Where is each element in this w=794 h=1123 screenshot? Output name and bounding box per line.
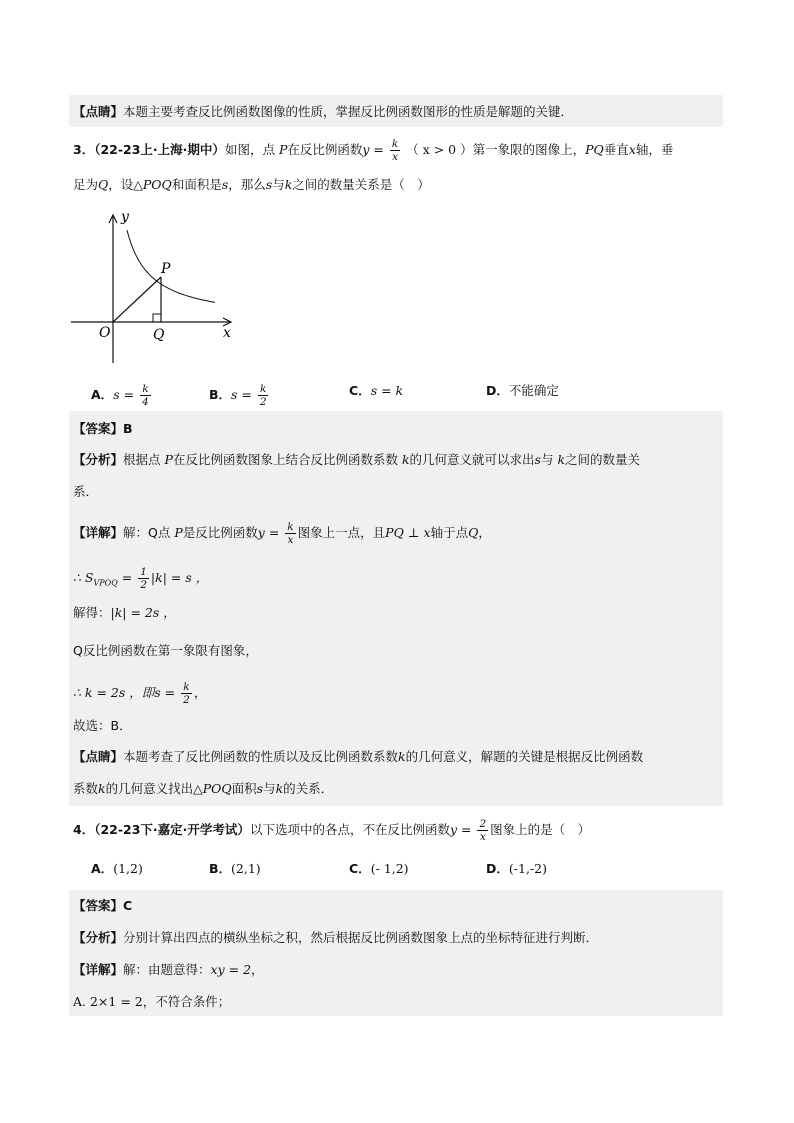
q3-detail-line-1 (73, 521, 491, 546)
fraction-half (138, 566, 149, 591)
option-label: D． (486, 383, 509, 398)
points-text: 本题考查了反比例函数的性质以及反比例函数系数 (123, 749, 399, 764)
analysis-text: 根据点 (123, 452, 161, 467)
point-p: P (278, 142, 288, 157)
q4-option-d[interactable] (486, 861, 547, 877)
q3-text: 第一象限的图像上， (472, 142, 586, 157)
detail-text: ， (193, 685, 207, 700)
q3-analysis-line-1 (73, 452, 640, 468)
answer-label: 【答案】 (73, 898, 124, 913)
detail-text: 故选：B． (73, 718, 132, 733)
q3-option-a[interactable] (91, 383, 153, 408)
q3-detail-line-4 (73, 643, 258, 659)
point-p: P (174, 525, 183, 540)
points-text: 的几何意义，解题的关键是根据反比例函数 (405, 749, 644, 764)
q4-number: 4． (73, 822, 95, 837)
q3-text: 之间的数量关系是（ ） (292, 177, 430, 192)
points-label: 【点睛】 (73, 749, 124, 764)
var-k: k (98, 781, 106, 796)
var-s: s (221, 177, 229, 192)
q3-line-2 (73, 177, 430, 193)
q3-analysis-line-2 (73, 484, 98, 500)
analysis-text: 之间的数量关 (565, 452, 641, 467)
option-fraction (140, 383, 151, 408)
q3-text: 垂直 (603, 142, 629, 157)
q4-detail-line-2 (73, 994, 230, 1010)
var-k: k (401, 452, 410, 467)
k-expr: ∴ k = 2s ，即 (73, 685, 155, 700)
option-label: A． (91, 387, 114, 402)
q3-text: 如图，点 (224, 142, 275, 157)
analysis-text: 分别计算出四点的横纵坐标之积，然后根据反比例函数图象上点的坐标特征进行判断． (123, 930, 599, 945)
detail-text: 解：由题意得： (123, 962, 211, 977)
q3-source: （22-23上·上海·期中） (94, 142, 225, 157)
option-text: (2,1) (231, 861, 261, 876)
frac-den: x (287, 534, 294, 546)
detail-label: 【详解】 (73, 962, 124, 977)
detail-text: ， (478, 525, 491, 540)
point-p: P (164, 452, 173, 467)
frac-den: 4 (142, 396, 149, 408)
q3-text: 足为 (73, 177, 99, 192)
points-block-1 (73, 104, 573, 120)
segment-pq: PQ (585, 142, 604, 157)
detail-text: 轴于点 (430, 525, 469, 540)
equation-lhs: y = (257, 525, 280, 540)
q4-text: 图象上的是（ ） (490, 822, 591, 837)
answer-label: 【答案】 (73, 421, 124, 436)
fraction-k-over-x (285, 521, 295, 546)
q3-text: ，设 (108, 177, 134, 192)
var-k: k (284, 177, 293, 192)
points-text: 本题主要考查反比例函数图像的性质，掌握反比例函数图形的性质是解题的关键． (123, 104, 574, 119)
analysis-text: 在反比例函数图象上结合反比例函数系数 (172, 452, 398, 467)
q3-text: 和面积是 (171, 177, 222, 192)
points-text: 与 (263, 781, 276, 796)
q3-text: 轴，垂 (635, 142, 674, 157)
option-text: (1,2) (113, 861, 143, 876)
point-q: Q (98, 177, 109, 192)
area-expr-rest: |k| = s ， (150, 570, 209, 585)
q3-text: 在反比例函数 (287, 142, 363, 157)
q3-number: 3． (73, 142, 95, 157)
var-s: s (256, 781, 264, 796)
q4-detail-line-1 (73, 962, 264, 978)
q3-line-1 (73, 138, 673, 163)
var-s: s (534, 452, 541, 467)
fraction-k-over-x (390, 138, 400, 163)
frac-den: x (479, 831, 486, 843)
origin-label: O (99, 325, 111, 341)
equals: = (117, 570, 133, 585)
frac-num: k (183, 681, 190, 693)
q3-detail-line-2 (73, 566, 208, 592)
q3-text: ，那么 (228, 177, 266, 192)
q3-option-b[interactable] (209, 383, 271, 408)
var-k: k (275, 781, 284, 796)
option-lhs: s = (113, 387, 135, 402)
q4-text: 以下选项中的各点，不在反比例函数 (249, 822, 450, 837)
x-axis-label: x (223, 325, 231, 341)
q3-answer (73, 421, 133, 437)
hyperbola-curve-overlay (65, 205, 255, 370)
option-text: 不能确定 (508, 383, 559, 398)
q3-detail-line-6 (73, 718, 132, 734)
detail-text: 解：Q点 (123, 525, 171, 540)
xy-expr: xy = 2 (210, 962, 252, 977)
option-lhs: s = (231, 387, 252, 402)
q3-option-c[interactable] (349, 383, 403, 399)
points-label: 【点睛】 (73, 104, 124, 119)
q3-option-d[interactable] (486, 383, 559, 399)
option-text: s = k (370, 383, 404, 398)
point-p-label: P (161, 261, 171, 277)
y-axis-label: y (121, 209, 129, 225)
detail-text: ， (251, 962, 264, 977)
frac-den: x (392, 151, 399, 163)
q3-text: 与 (272, 177, 285, 192)
area-expr: ∴ S (73, 570, 94, 585)
option-text: (- 1,2) (370, 861, 409, 876)
triangle-poq: △POQ (193, 781, 232, 796)
analysis-text: 的几何意义就可以求出 (409, 452, 535, 467)
detail-text: Q反比例函数在第一象限有图象， (73, 643, 258, 658)
option-label: B． (209, 861, 232, 876)
var-k: k (398, 749, 406, 764)
point-q: Q (468, 525, 479, 540)
equation-lhs: y = (362, 142, 384, 157)
frac-num: k (287, 521, 294, 533)
frac-num: 2 (479, 818, 487, 830)
frac-den: 2 (259, 396, 267, 408)
q4-line-1 (73, 818, 590, 843)
option-label: C． (349, 861, 371, 876)
q4-option-a[interactable] (91, 861, 143, 877)
perpendicular-expr: PQ ⊥ x (385, 525, 431, 540)
points-text: 面积 (231, 781, 257, 796)
s-expr: s = (154, 685, 176, 700)
q3-detail-line-5 (73, 681, 206, 706)
q4-answer (73, 898, 132, 914)
q4-option-c[interactable] (349, 861, 409, 877)
analysis-label: 【分析】 (73, 930, 124, 945)
detail-text: 图象上一点，且 (297, 525, 386, 540)
detail-text: 解得： (73, 605, 111, 620)
option-label: D． (486, 861, 509, 876)
option-label: B． (209, 387, 232, 402)
frac-num: k (142, 383, 149, 395)
answer-value: B (123, 421, 133, 436)
points-block-2-line-1 (73, 749, 643, 765)
points-text: 系数 (73, 781, 99, 796)
fraction-k-over-2 (181, 681, 192, 706)
q4-option-b[interactable] (209, 861, 261, 877)
option-fraction (258, 383, 269, 408)
option-text: (-1,-2) (508, 861, 547, 876)
analysis-label: 【分析】 (73, 452, 124, 467)
point-q-label: Q (153, 327, 165, 343)
frac-den: 2 (183, 694, 190, 706)
triangle-poq: △POQ (133, 177, 172, 192)
q4-source: （22-23下·嘉定·开学考试） (94, 822, 250, 837)
x-var: x (628, 142, 636, 157)
option-label: C． (349, 383, 371, 398)
q4-analysis (73, 930, 598, 946)
var-s: s (265, 177, 273, 192)
frac-num: 1 (140, 566, 147, 578)
points-block-2-line-2 (73, 781, 333, 797)
analysis-text: 与 (540, 452, 554, 467)
detail-label: 【详解】 (73, 525, 124, 540)
frac-den: 2 (140, 579, 147, 591)
points-text: 的几何意义找出 (105, 781, 194, 796)
analysis-text: 系． (73, 484, 99, 499)
fraction-2-over-x (477, 818, 488, 843)
option-label: A． (91, 861, 114, 876)
points-text: 的关系． (283, 781, 334, 796)
detail-text: 是反比例函数 (182, 525, 258, 540)
frac-num: k (391, 138, 399, 150)
q3-detail-line-3 (73, 605, 176, 621)
equation-lhs: y = (449, 822, 472, 837)
abs-k-expr: |k| = 2s ， (110, 605, 176, 620)
var-k: k (557, 452, 566, 467)
hyperbola-curve-main (173, 231, 217, 296)
frac-num: k (260, 383, 267, 395)
detail-text: A. 2×1 = 2，不符合条件； (73, 994, 231, 1009)
answer-value: C (123, 898, 133, 913)
domain-condition: （ x > 0 ） (406, 142, 473, 157)
area-subscript: VPOQ (93, 578, 118, 588)
